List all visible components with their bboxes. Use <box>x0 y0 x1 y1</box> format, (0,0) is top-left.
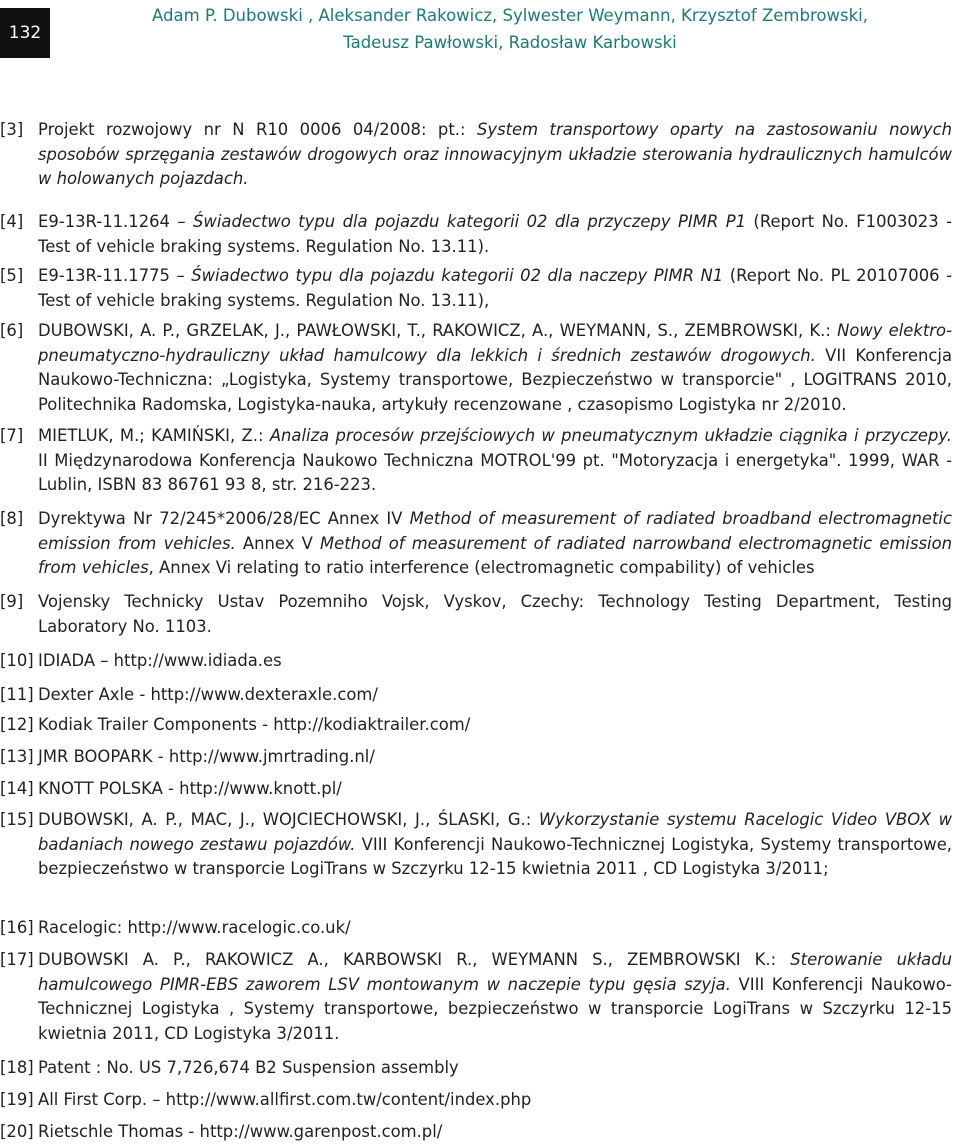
reference-number: [8] <box>0 509 24 528</box>
reference-text-segment: DUBOWSKI, A. P., MAC, J., WOJCIECHOWSKI, J., ŚLASKI, G.: <box>38 810 539 829</box>
reference-item <box>0 1120 956 1145</box>
reference-text-segment: , Annex Vi relating to ratio interference (electromagnetic compability) of vehicles <box>148 558 815 578</box>
reference-text-segment: Patent : No. US 7,726,674 B2 Suspension assembly <box>38 1058 459 1077</box>
reference-item <box>0 507 956 581</box>
reference-title-italic: Świadectwo typu dla pojazdu kategorii 02 dla naczepy PIMR N1 <box>191 266 724 285</box>
reference-number: [16] <box>0 918 34 937</box>
reference-number: [15] <box>0 810 34 829</box>
reference-title-italic: Sterowanie układu hamulcowego PIMR-EBS zaworem LSV montowanym w naczepie typu gęsia szyja. <box>38 950 952 994</box>
reference-item <box>0 210 956 259</box>
reference-text-segment: Projekt rozwojowy nr N R10 0006 04/2008: pt.: <box>38 120 477 139</box>
reference-text-segment: II Międzynarodowa Konferencja Naukowo Techniczna MOTROL'99 pt. "Motoryzacja i energetyka". 1999, WAR -Lublin, ISBN 83 86761 93 8, str. 216-223. <box>38 450 952 495</box>
reference-text <box>38 651 282 670</box>
reference-text-segment: DUBOWSKI A. P., RAKOWICZ A., KARBOWSKI R., WEYMANN S., ZEMBROWSKI K.: <box>38 950 791 969</box>
reference-number: [7] <box>0 426 24 445</box>
reference-text <box>38 509 952 577</box>
reference-text-segment: E9-13R-11.1264 – <box>38 212 194 231</box>
reference-text <box>38 1122 442 1141</box>
reference-item <box>0 649 956 674</box>
reference-text <box>38 685 378 704</box>
reference-text <box>38 715 470 734</box>
reference-title-italic: Method of measurement of radiated broadband electromagnetic emission from vehicles. <box>38 509 952 553</box>
reference-number: [3] <box>0 120 24 139</box>
reference-text-segment: MIETLUK, M.; KAMIŃSKI, Z.: <box>38 426 270 445</box>
reference-number: [5] <box>0 266 24 285</box>
reference-text-segment: Racelogic: http://www.racelogic.co.uk/ <box>38 918 351 937</box>
reference-title-italic: Nowy elektro-pneumatyczno-hydrauliczny układ hamulcowy dla lekkich i średnich zestawów drogowych. <box>38 321 952 365</box>
reference-text-segment: DUBOWSKI, A. P., GRZELAK, J., PAWŁOWSKI, T., RAKOWICZ, A., WEYMANN, S., ZEMBROWSKI, K.: <box>38 321 838 340</box>
reference-item <box>0 948 956 1046</box>
reference-text <box>38 266 952 310</box>
reference-title-italic: Analiza procesów przejściowych w pneumatycznym układzie ciągnika i przyczepy. <box>269 426 952 445</box>
reference-number: [18] <box>0 1058 34 1077</box>
reference-item <box>0 590 956 639</box>
reference-text-segment: JMR BOOPARK - http://www.jmrtrading.nl/ <box>38 747 375 766</box>
reference-title-italic: Method of measurement of radiated narrowband electromagnetic emission from vehicles <box>38 533 953 578</box>
reference-number: [12] <box>0 715 34 734</box>
authors-line-2: Tadeusz Pawłowski, Radosław Karbowski <box>343 33 677 52</box>
reference-item <box>0 424 956 498</box>
reference-text-segment: VII Konferencja Naukowo-Techniczna: „Logistyka, Systemy transportowe, Bezpieczeństwo w transporcie" , LOGITRANS 2010, Politechnika Radomska, Logistyka-nauka, artykuły recenzowane , czasopismo Logistyka nr 2/2010. <box>38 345 952 414</box>
reference-text <box>38 779 342 798</box>
reference-text-segment: VIII Konferencji Naukowo-Technicznej Logistyka , Systemy transportowe, bezpieczeństwo w transporcie LogiTrans w Szczyrku 12-15 kwietnia 2011, CD Logistyka 3/2011. <box>38 974 952 1043</box>
reference-item <box>0 118 956 192</box>
reference-text <box>38 1090 531 1109</box>
reference-text-segment: E9-13R-11.1775 – <box>38 266 192 285</box>
reference-item <box>0 264 956 313</box>
reference-item <box>0 745 956 770</box>
reference-item <box>0 808 956 882</box>
reference-text-segment: Dyrektywa Nr 72/245*2006/28/EC Annex IV <box>38 509 410 528</box>
reference-text-segment: (Report No. F1003023 - Test of vehicle braking systems. Regulation No. 13.11). <box>38 212 952 256</box>
reference-text-segment: VIII Konferencji Naukowo-Technicznej Logistyka, Systemy transportowe, bezpieczeństwo w transporcie LogiTrans w Szczyrku 12-15 kwietnia 2011 , CD Logistyka 3/2011; <box>38 834 953 879</box>
reference-text <box>38 810 952 878</box>
reference-item <box>0 1056 956 1081</box>
reference-text <box>38 918 351 937</box>
reference-number: [13] <box>0 747 34 766</box>
reference-title-italic: Świadectwo typu dla pojazdu kategorii 02 dla przyczepy PIMR P1 <box>193 212 746 231</box>
reference-text-segment: Rietschle Thomas - http://www.garenpost.com.pl/ <box>38 1122 443 1141</box>
reference-text <box>38 321 952 414</box>
reference-number: [11] <box>0 685 34 704</box>
reference-title-italic: System transportowy oparty na zastosowaniu nowych sposobów sprzęgania zestawów drogowych oraz innowacyjnym układzie sterowania hydraulicznych hamulców w holowanych pojazdach. <box>38 120 952 189</box>
reference-text-segment: Dexter Axle - http://www.dexteraxle.com/ <box>38 685 378 704</box>
reference-number: [10] <box>0 651 34 670</box>
page-number: 132 <box>0 8 50 58</box>
reference-item <box>0 916 956 941</box>
reference-number: [6] <box>0 321 24 340</box>
reference-title-italic: Wykorzystanie systemu Racelogic Video VBOX w badaniach nowego zestawu pojazdów. <box>38 810 952 854</box>
reference-text <box>38 747 375 766</box>
reference-text-segment: KNOTT POLSKA - http://www.knott.pl/ <box>38 779 342 798</box>
reference-text <box>38 426 952 494</box>
reference-text <box>38 1058 459 1077</box>
reference-item <box>0 319 956 417</box>
authors-line-1: Adam P. Dubowski , Aleksander Rakowicz, Sylwester Weymann, Krzysztof Zembrowski, <box>152 6 868 25</box>
reference-number: [17] <box>0 950 34 969</box>
reference-item <box>0 713 956 738</box>
reference-text-segment: Annex V <box>235 533 321 553</box>
reference-number: [19] <box>0 1090 34 1109</box>
running-head-authors <box>60 2 960 56</box>
reference-text-segment: Kodiak Trailer Components - http://kodiaktrailer.com/ <box>38 715 471 734</box>
reference-text-segment: IDIADA – http://www.idiada.es <box>38 651 282 670</box>
reference-number: [9] <box>0 592 24 611</box>
reference-text <box>38 592 952 636</box>
reference-text <box>38 950 952 1043</box>
reference-number: [14] <box>0 779 34 798</box>
reference-item <box>0 1088 956 1113</box>
reference-text-segment: Vojensky Technicky Ustav Pozemniho Vojsk, Vyskov, Czechy: Technology Testing Department, Testing Laboratory No. 1103. <box>38 592 952 636</box>
reference-number: [20] <box>0 1122 34 1141</box>
reference-number: [4] <box>0 212 24 231</box>
reference-text-segment: All First Corp. – http://www.allfirst.com.tw/content/index.php <box>38 1090 532 1109</box>
reference-item <box>0 683 956 708</box>
reference-text-segment: (Report No. PL 20107006 - Test of vehicle braking systems. Regulation No. 13.11), <box>38 266 952 310</box>
reference-text <box>38 212 952 256</box>
reference-item <box>0 777 956 802</box>
page-header <box>0 0 960 70</box>
reference-text <box>38 120 952 188</box>
